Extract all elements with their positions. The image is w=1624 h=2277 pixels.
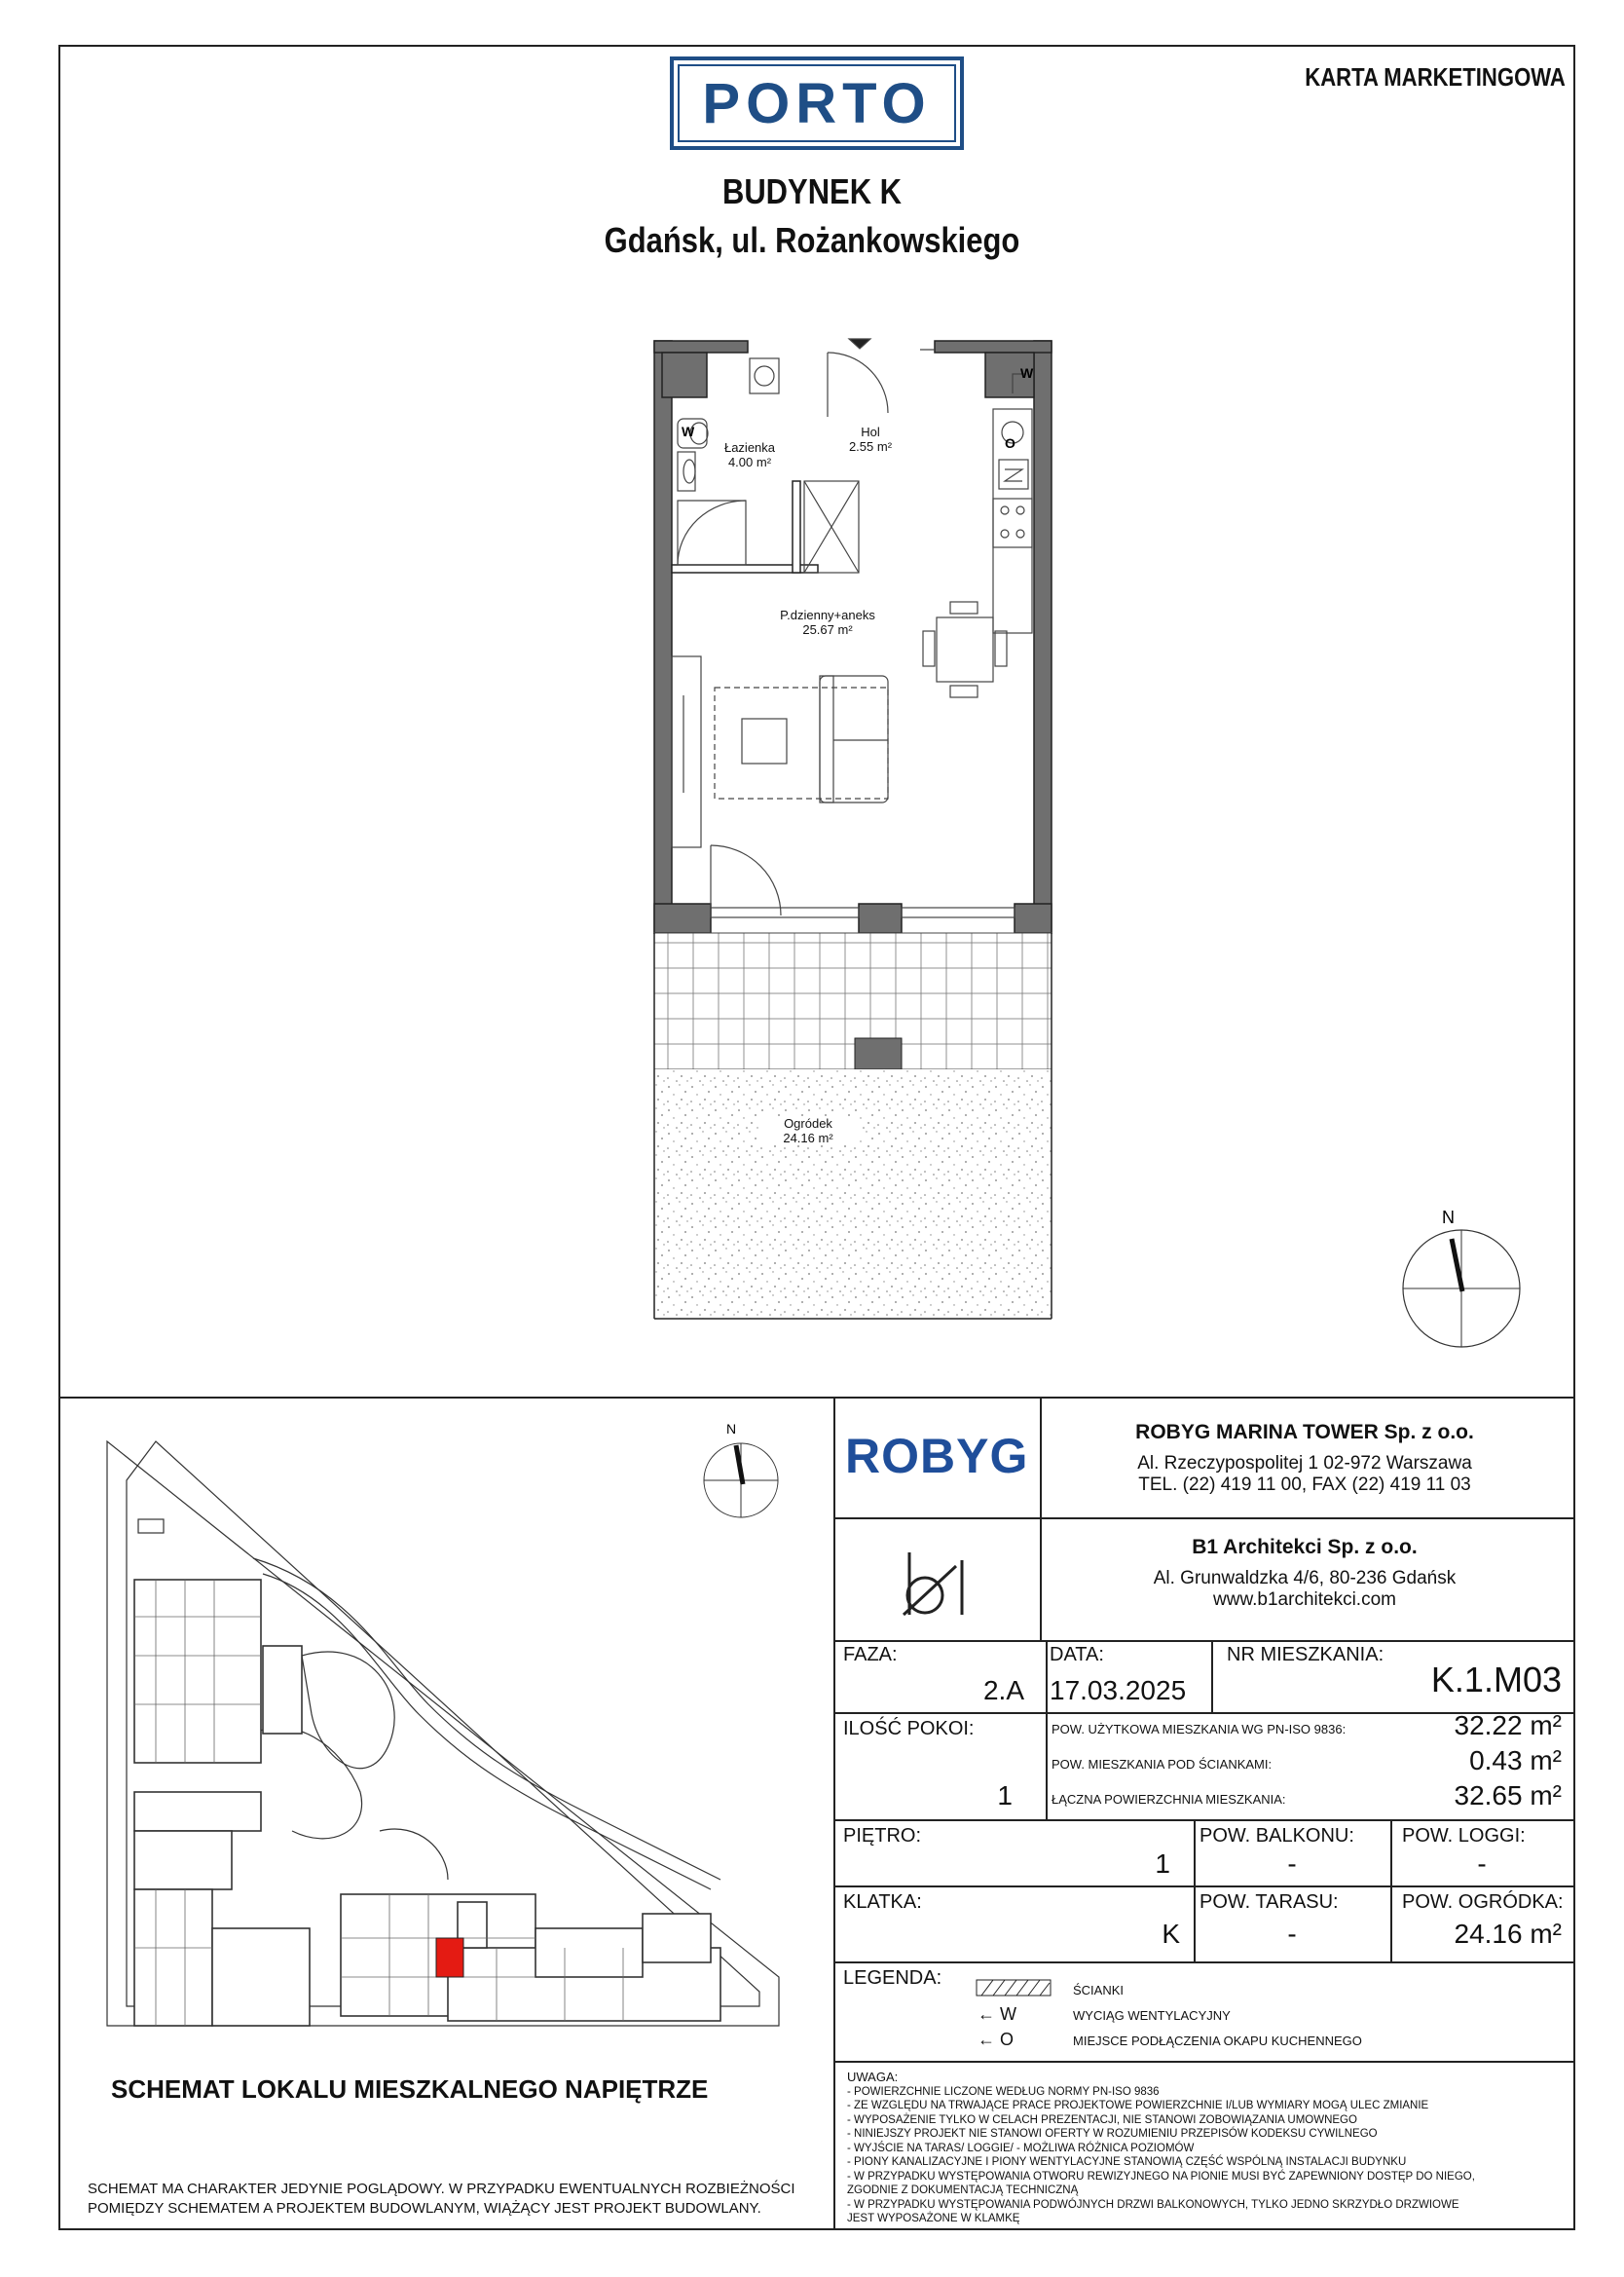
porto-logo-text: PORTO	[678, 64, 956, 142]
room-ogrodek: Ogródek 24.16 m²	[759, 1116, 857, 1145]
pow-scianki-label: POW. MIESZKANIA POD ŚCIANKAMI:	[1052, 1757, 1273, 1772]
porto-logo	[670, 56, 964, 150]
legend-label: LEGENDA:	[843, 1967, 942, 1989]
o-marker: O	[1005, 435, 1015, 451]
card-type: KARTA MARKETINGOWA	[1305, 62, 1566, 92]
legend-item-vent: WYCIĄG WENTYLACYJNY	[1073, 2008, 1231, 2023]
room-lazienka: Łazienka 4.00 m²	[723, 440, 776, 469]
developer-info: ROBYG MARINA TOWER Sp. z o.o. Al. Rzeczypospolitej 1 02-972 Warszawa TEL. (22) 419 11 00, FAX (22) 419 11 03	[1135, 1421, 1474, 1495]
architect-info: B1 Architekci Sp. z o.o. Al. Grunwaldzka 4/6, 80-236 Gdańsk www.b1architekci.com	[1153, 1536, 1457, 1610]
data-value: 17.03.2025	[1050, 1675, 1187, 1705]
schema-title: SCHEMAT LOKALU MIESZKALNEGO NAPIĘTRZE	[111, 2074, 709, 2104]
floor-plan	[643, 335, 1061, 1321]
row-line	[833, 1819, 1575, 1821]
pow-laczna-value: 32.65 m²	[1454, 1780, 1562, 1810]
col-line	[1046, 1640, 1048, 1712]
ogrodek-value: 24.16 m²	[1454, 1919, 1562, 1949]
small-compass-icon	[697, 1420, 785, 1527]
col-line	[1390, 1819, 1392, 1961]
room-hol: Hol 2.55 m²	[848, 425, 893, 454]
klatka-label: KLATKA:	[843, 1891, 922, 1913]
row-line	[833, 1885, 1575, 1887]
pow-uzytkowa-value: 32.22 m²	[1454, 1710, 1562, 1740]
col-line	[1194, 1819, 1196, 1961]
apartment-highlight	[436, 1938, 463, 1977]
pokoje-value: 1	[997, 1780, 1013, 1810]
data-label: DATA:	[1050, 1644, 1104, 1665]
section-divider	[58, 1397, 1575, 1399]
pow-laczna-label: ŁĄCZNA POWIERZCHNIA MIESZKANIA:	[1052, 1792, 1286, 1807]
nr-label: NR MIESZKANIA:	[1227, 1644, 1384, 1665]
nr-value: K.1.M03	[1430, 1660, 1562, 1699]
column-divider	[833, 1397, 835, 2230]
legend-w-arrow-icon: ← W	[978, 2004, 1017, 2024]
row-line	[833, 2061, 1575, 2063]
w-marker: W	[682, 424, 695, 439]
pietro-value: 1	[1155, 1848, 1170, 1879]
taras-label: POW. TARASU:	[1200, 1891, 1339, 1913]
klatka-value: K	[1162, 1919, 1180, 1949]
faza-value: 2.A	[982, 1675, 1024, 1705]
row-line	[833, 1640, 1575, 1642]
row-line	[833, 1961, 1575, 1963]
building-title: BUDYNEK K	[721, 171, 903, 211]
b1-logo-icon	[896, 1547, 978, 1621]
taras-value: -	[1287, 1919, 1297, 1949]
address-title: Gdańsk, ul. Rożankowskiego	[604, 220, 1020, 260]
ogrodek-label: POW. OGRÓDKA:	[1402, 1891, 1564, 1913]
loggia-label: POW. LOGGI:	[1402, 1825, 1526, 1847]
legend-o-arrow-icon: ← O	[978, 2030, 1015, 2049]
pokoje-label: ILOŚĆ POKOI:	[843, 1718, 975, 1739]
row-line	[833, 1517, 1575, 1519]
legend-item-walls: ŚCIANKI	[1073, 1983, 1125, 1997]
site-plan	[97, 1422, 798, 2045]
pow-uzytkowa-label: POW. UŻYTKOWA MIESZKANIA WG PN-ISO 9836:	[1052, 1722, 1347, 1736]
compass-n-label: N	[1442, 1208, 1455, 1227]
balkon-label: POW. BALKONU:	[1200, 1825, 1354, 1847]
pow-scianki-value: 0.43 m²	[1469, 1745, 1562, 1775]
notes: UWAGA: - POWIERZCHNIE LICZONE WEDŁUG NORMY PN-ISO 9836 - ZE WZGLĘDU NA TRWAJĄCE PRACE PROJEKTOWE POWIERZCHNIE I/LUB WYMIARY MOGĄ ULEC ZMIANIE - WYPOSAŻENIE TYLKO W CELACH PREZENTACJI, NIE STANOWI ZOBOWIĄZANIA UMOWNEGO - NINIEJSZY PROJEKT NIE STANOWI OFERTY W ROZUMIENIU PRZEPISÓW KODEKSU CYWILNEGO - WYJŚCIE NA TARAS/ LOGGIE/ - MOŻLIWA RÓŻNICA POZIOMÓW - PIONY KANALIZACYJNE I PIONY WENTYLACYJNE STANOWIĄ CZĘŚĆ WSPÓLNĄ INSTALACJI BUDYNKU - W PRZYPADKU WYSTĘPOWANIA OTWORU REWIZYJNEGO NA PIONIE MUSI BYĆ ZAPEWNIONY DOSTĘP DO NIEGO, ZGODNIE Z DOKUMENTACJĄ TECHNICZNĄ - W PRZYPADKU WYSTĘPOWANIA PODWÓJNYCH DRZWI BALKONOWYCH, TYLKO JEDNO SKRZYDŁO DRZWIOWE JEST WYPOSAŻONE W KLAMKĘ	[847, 2070, 1475, 2224]
pietro-label: PIĘTRO:	[843, 1825, 922, 1847]
w-marker-kitchen: W	[1020, 365, 1034, 381]
compass-north-icon	[1398, 1206, 1525, 1352]
legend-item-hood: MIEJSCE PODŁĄCZENIA OKAPU KUCHENNEGO	[1073, 2034, 1362, 2048]
schema-disclaimer: SCHEMAT MA CHARAKTER JEDYNIE POGLĄDOWY. W PRZYPADKU EWENTUALNYCH ROZBIEŻNOŚCI POMIĘDZY SCHEMATEM A PROJEKTEM BUDOWLANYM, WIĄŻĄCY JEST PROJEKT BUDOWLANY.	[88, 2181, 795, 2217]
col-line	[1046, 1712, 1048, 1819]
balkon-value: -	[1287, 1848, 1297, 1879]
small-compass-n: N	[726, 1421, 737, 1437]
wall-hatch-icon	[976, 1979, 1052, 1997]
loggia-value: -	[1477, 1848, 1487, 1879]
col-line	[1211, 1640, 1213, 1712]
faza-label: FAZA:	[843, 1644, 898, 1665]
room-pokoj: P.dzienny+aneks 25.67 m²	[780, 608, 875, 637]
robyg-logo: ROBYG	[845, 1429, 1029, 1483]
